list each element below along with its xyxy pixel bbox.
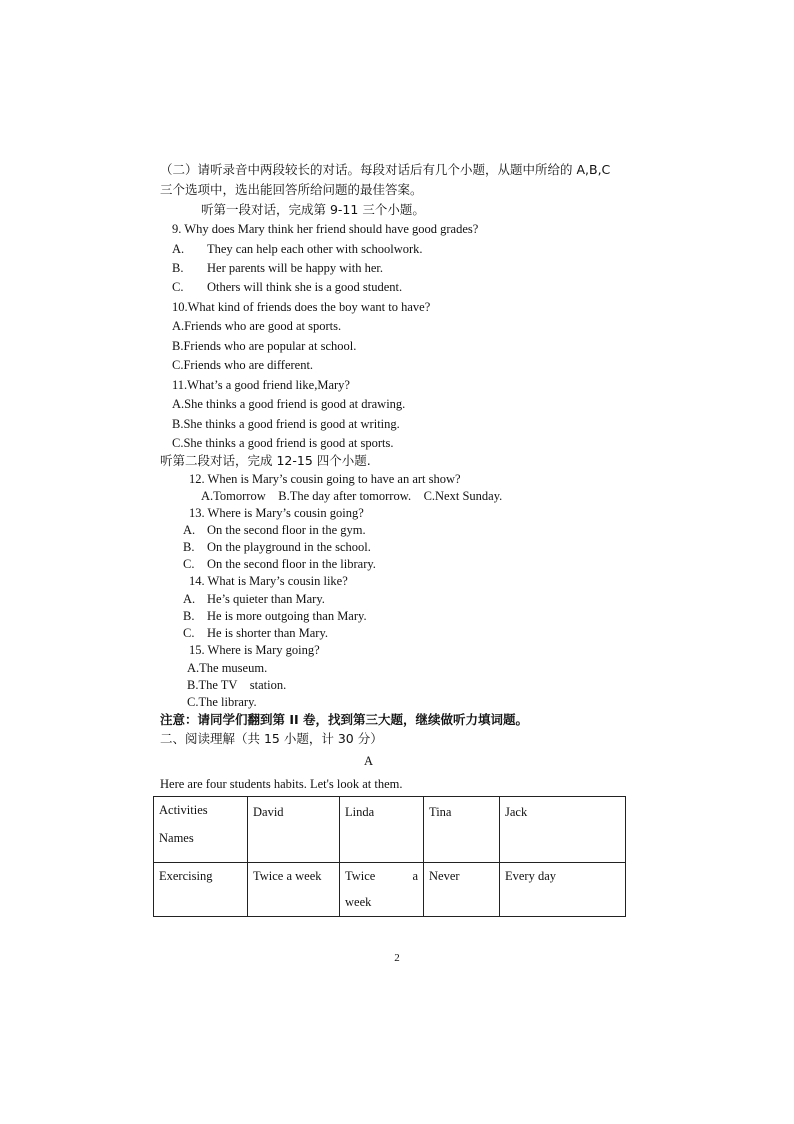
q13-question: 13. Where is Mary’s cousin going?	[189, 506, 364, 520]
dialog1-intro: 听第一段对话，完成第 9-11 三个小题。	[201, 202, 425, 217]
q14-option-b-letter: B.	[183, 609, 195, 623]
q14-option-b: He is more outgoing than Mary.	[207, 609, 367, 623]
q9-option-a-letter: A.	[172, 242, 185, 256]
q9-option-b: Her parents will be happy with her.	[207, 261, 383, 275]
q13-option-c-letter: C.	[183, 557, 195, 571]
table-header-row	[154, 797, 626, 863]
q14-option-a-letter: A.	[183, 592, 196, 606]
q13-option-b: On the playground in the school.	[207, 540, 371, 554]
q10-option-a: A.Friends who are good at sports.	[172, 319, 342, 333]
q11-option-b: B.She thinks a good friend is good at writing.	[172, 417, 400, 431]
header-name-jack: Jack	[500, 797, 626, 863]
passage-label: A	[364, 754, 374, 768]
dialog2-intro: 听第二段对话，完成 12-15 四个小题.	[160, 453, 371, 468]
page-number: 2	[394, 952, 400, 964]
header-name-david: David	[248, 797, 340, 863]
table-row	[154, 863, 626, 917]
cell-david-exercising: Twice a week	[248, 863, 340, 917]
notice: 注意：请同学们翻到第 II 卷，找到第三大题，继续做听力填词题。	[160, 712, 529, 727]
cell-linda-word-week: week	[345, 895, 372, 909]
q14-question: 14. What is Mary’s cousin like?	[189, 574, 348, 588]
q14-option-c: He is shorter than Mary.	[207, 626, 329, 640]
header-name-linda: Linda	[340, 797, 424, 863]
table-corner-cell	[154, 797, 248, 863]
corner-names: Names	[159, 831, 194, 845]
row-label-exercising: Exercising	[154, 863, 248, 917]
q11-option-a: A.She thinks a good friend is good at drawing.	[172, 397, 406, 411]
q15-option-b: B.The TV station.	[187, 678, 287, 692]
cell-linda-exercising	[340, 863, 424, 917]
q9-option-c: Others will think she is a good student.	[207, 280, 403, 294]
header-name-tina: Tina	[424, 797, 500, 863]
q9-option-c-letter: C.	[172, 280, 184, 294]
cell-linda-word-twice: Twice	[345, 869, 376, 883]
q15-option-a: A.The museum.	[187, 661, 268, 675]
q10-option-c: C.Friends who are different.	[172, 358, 314, 372]
q15-option-c: C.The library.	[187, 695, 257, 709]
cell-jack-exercising: Every day	[500, 863, 626, 917]
q9-question: 9. Why does Mary think her friend should have good grades?	[172, 222, 479, 236]
q10-option-b: B.Friends who are popular at school.	[172, 339, 357, 353]
section-header-continued: 三个选项中，选出能回答所给问题的最佳答案。	[160, 182, 423, 197]
q13-option-c: On the second floor in the library.	[207, 557, 376, 571]
q10-question: 10.What kind of friends does the boy want to have?	[172, 300, 431, 314]
q11-option-c: C.She thinks a good friend is good at sports.	[172, 436, 394, 450]
passage-intro: Here are four students habits. Let's look at them.	[160, 777, 403, 791]
q9-option-b-letter: B.	[172, 261, 184, 275]
q9-option-a: They can help each other with schoolwork.	[207, 242, 423, 256]
corner-activities: Activities	[159, 803, 208, 817]
q13-option-b-letter: B.	[183, 540, 195, 554]
q14-option-c-letter: C.	[183, 626, 195, 640]
q11-question: 11.What’s a good friend like,Mary?	[172, 378, 350, 392]
q15-question: 15. Where is Mary going?	[189, 643, 320, 657]
cell-linda-word-a: a	[412, 869, 418, 883]
q12-question: 12. When is Mary’s cousin going to have an art show?	[189, 472, 461, 486]
section-header: （二）请听录音中两段较长的对话。每段对话后有几个小题，从题中所给的 A,B,C	[160, 162, 611, 177]
q13-option-a-letter: A.	[183, 523, 196, 537]
q14-option-a: He’s quieter than Mary.	[207, 592, 325, 606]
habits-table	[153, 796, 626, 917]
reading-heading: 二、阅读理解（共 15 小题，计 30 分）	[160, 731, 383, 746]
q13-option-a: On the second floor in the gym.	[207, 523, 366, 537]
q12-options: A.Tomorrow B.The day after tomorrow. C.Next Sunday.	[201, 489, 503, 503]
cell-tina-exercising: Never	[424, 863, 500, 917]
